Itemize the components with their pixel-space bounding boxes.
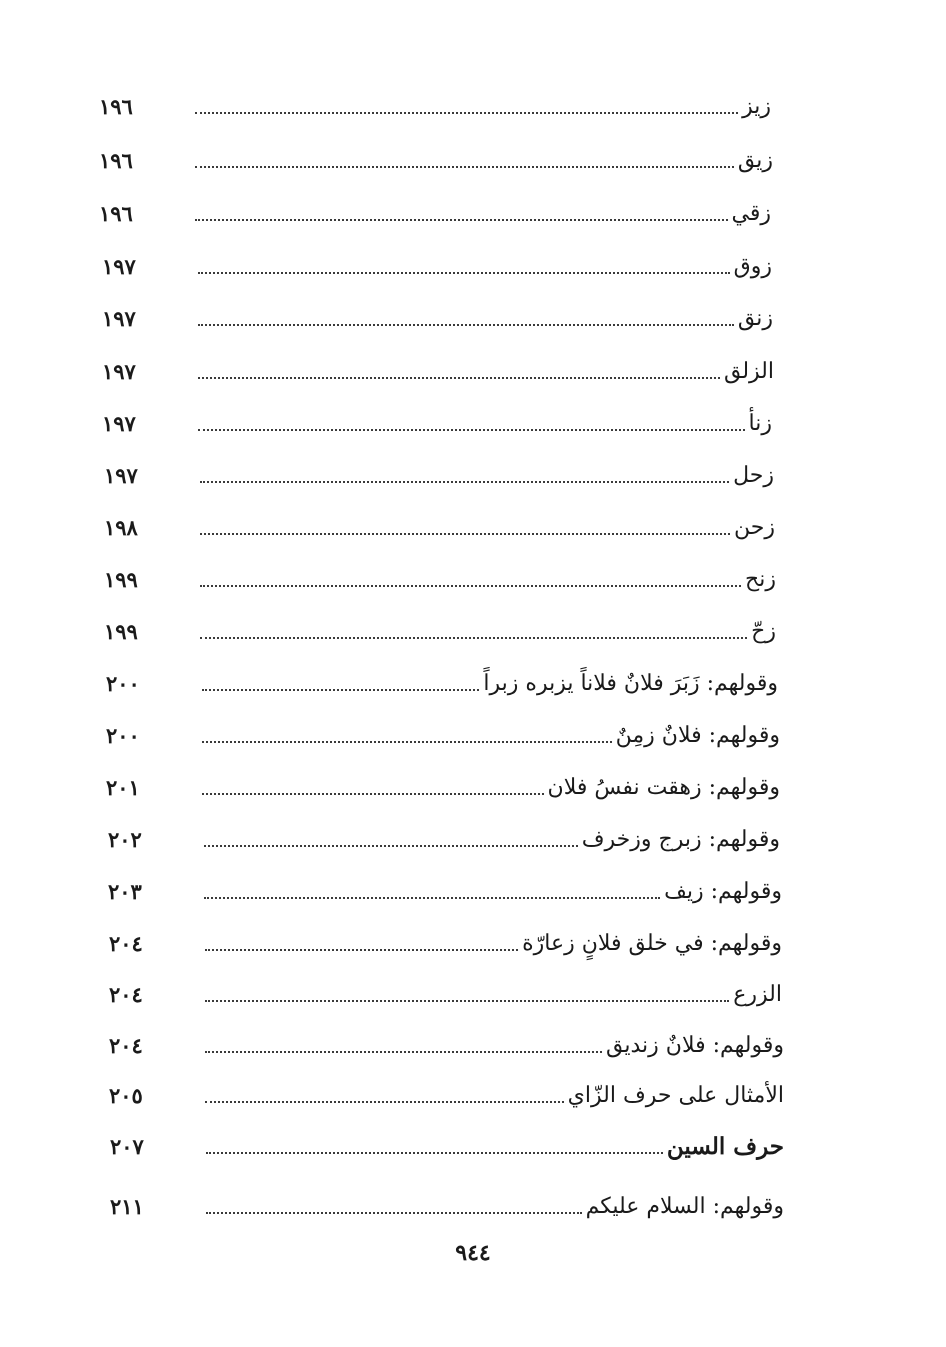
toc-entry-title: الزرع [733,982,782,1007]
toc-entry-title: وقولهم: زيف [664,879,782,904]
toc-entry [95,1069,784,1113]
toc-entry-page: ٢٠٠ [106,671,140,696]
toc-entry [92,709,780,753]
toc-entry-page: ١٩٧ [102,254,136,279]
toc-entry-title: زحن [734,515,775,540]
toc-entry [92,761,780,805]
dot-leader [200,533,730,535]
toc-entry-page: ٢٠٢ [108,827,142,852]
toc-entry-title: وقولهم: زهقت نفسُ فلان [547,775,780,800]
dot-leader [198,429,745,431]
toc-entry [88,240,772,284]
toc-entry [96,1180,784,1224]
toc-entry-page: ١٩٩ [104,567,138,592]
toc-entry-page: ١٩٦ [99,148,133,173]
toc-section-heading: حرف السين [666,1133,784,1160]
dot-leader [205,1101,564,1103]
toc-entry [85,80,771,124]
toc-entry-page: ١٩٨ [104,515,138,540]
toc-entry-page: ١٩٦ [99,94,133,119]
toc-entry-title: زنح [745,567,776,592]
toc-entry-page: ٢١١ [110,1194,144,1219]
toc-entry [95,968,782,1012]
toc-entry [95,917,782,961]
dot-leader [198,377,720,379]
dot-leader [200,481,729,483]
toc-entry-page: ٢٠٤ [109,982,143,1007]
toc-entry [85,187,771,231]
toc-entry [88,397,772,441]
dot-leader [198,324,734,326]
toc-entry-title: وقولهم: فلانٌ زمِنٌ [615,723,780,748]
toc-entry [96,1120,784,1164]
toc-entry-page: ٢٠٣ [108,879,142,904]
toc-entry-page: ١٩٩ [104,619,138,644]
dot-leader [202,741,612,743]
dot-leader [195,112,738,114]
toc-entry [88,292,773,336]
toc-entry-title: زنأ [748,411,772,436]
toc-entry-page: ١٩٧ [102,411,136,436]
dot-leader [195,219,728,221]
dot-leader [205,949,518,951]
toc-entry-title: زيق [737,148,773,173]
toc-entry-page: ٢٠٠ [106,723,140,748]
toc-entry-title: زنق [737,306,773,331]
toc-entry-title: وقولهم: فلانٌ زنديق [606,1033,784,1058]
toc-entry-title: وقولهم: زَبَرَ فلانٌ فلاناً يزبره زبراً [483,671,778,696]
dot-leader [206,1212,582,1214]
toc-entry-title: الزلق [723,359,774,384]
dot-leader [204,897,660,899]
toc-entry-title: وقولهم: في خلق فلانٍ زعارّة [522,931,782,956]
toc-entry [90,449,774,493]
toc-entry-page: ١٩٧ [102,306,136,331]
toc-entry-title: وقولهم: زبرج وزخرف [581,827,780,852]
dot-leader [206,1152,663,1154]
toc-entry [90,553,776,597]
toc-entry [85,134,773,178]
dot-leader [202,793,544,795]
toc-entry-title: وقولهم: السلام عليكم [585,1194,784,1219]
toc-entry-title: زقي [731,201,771,226]
dot-leader [202,689,479,691]
toc-entry-page: ٢٠٧ [110,1134,144,1159]
toc-entry [94,813,780,857]
dot-leader [204,845,578,847]
toc-entry [90,501,775,545]
toc-entry-page: ١٩٦ [99,201,133,226]
dot-leader [205,1051,602,1053]
toc-entry [92,657,778,701]
toc-entry-page: ١٩٧ [104,463,138,488]
toc-entry-page: ٢٠٤ [109,1033,143,1058]
dot-leader [195,166,734,168]
toc-entry-page: ٢٠١ [106,775,140,800]
toc-entry-title: زيز [742,94,771,119]
dot-leader [200,585,741,587]
toc-entry [90,605,776,649]
dot-leader [198,272,730,274]
toc-entry [95,1019,784,1063]
toc-entry-title: زحّ [751,619,776,644]
dot-leader [205,1000,729,1002]
page-number: ٩٤٤ [455,1240,491,1266]
toc-entry-page: ٢٠٥ [109,1083,143,1108]
toc-entry [94,865,782,909]
toc-entry [88,345,774,389]
toc-entry-page: ٢٠٤ [109,931,143,956]
dot-leader [200,637,747,639]
toc-entry-title: زحل [733,463,774,488]
toc-entry-title: الأمثال على حرف الزّاي [567,1083,784,1108]
toc-entry-title: زوق [733,254,772,279]
toc-entry-page: ١٩٧ [102,359,136,384]
